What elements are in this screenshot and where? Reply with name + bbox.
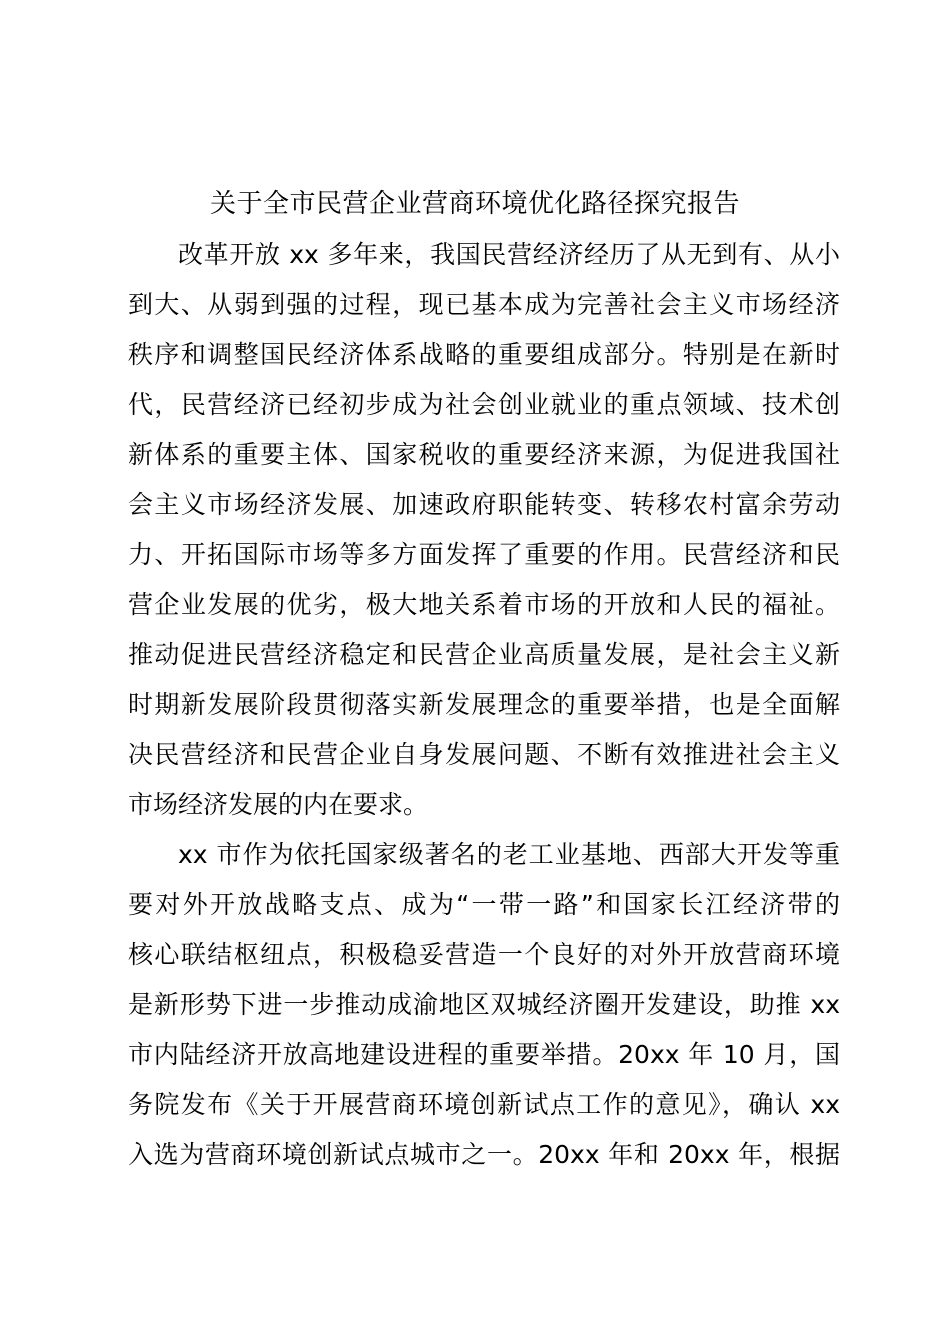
paragraph-1 xyxy=(128,230,840,830)
text-line: 决民营经济和民营企业自身发展问题、不断有效推进社会主义 xyxy=(128,740,840,769)
text-line: 核心联结枢纽点，积极稳妥营造一个良好的对外开放营商环境 xyxy=(128,940,840,969)
text-line: xx 市作为依托国家级著名的老工业基地、西部大开发等重 xyxy=(178,840,840,869)
text-line: 推动促进民营经济稳定和民营企业高质量发展，是社会主义新 xyxy=(128,640,840,669)
text-line: 市内陆经济开放高地建设进程的重要举措。20xx 年 10 月，国 xyxy=(128,1040,840,1069)
text-line: 要对外开放战略支点、成为“一带一路”和国家长江经济带的 xyxy=(128,890,840,919)
text-line: 力、开拓国际市场等多方面发挥了重要的作用。民营经济和民 xyxy=(128,540,840,569)
text-line: 会主义市场经济发展、加速政府职能转变、转移农村富余劳动 xyxy=(128,490,840,519)
text-line: 到大、从弱到强的过程，现已基本成为完善社会主义市场经济 xyxy=(128,290,840,319)
text-line: 是新形势下进一步推动成渝地区双城经济圈开发建设，助推 xx xyxy=(128,990,840,1019)
text-line: 新体系的重要主体、国家税收的重要经济来源，为促进我国社 xyxy=(128,440,840,469)
text-line: 市场经济发展的内在要求。 xyxy=(128,790,429,819)
text-line: 务院发布《关于开展营商环境创新试点工作的意见》，确认 xx xyxy=(128,1090,840,1119)
text-line: 代，民营经济已经初步成为社会创业就业的重点领域、技术创 xyxy=(128,390,840,419)
text-line: 秩序和调整国民经济体系战略的重要组成部分。特别是在新时 xyxy=(128,340,840,369)
document-body xyxy=(128,230,840,1180)
text-line: 营企业发展的优劣，极大地关系着市场的开放和人民的福祉。 xyxy=(128,590,840,619)
document-title: 关于全市民营企业营商环境优化路径探究报告 xyxy=(209,189,740,219)
text-line: 时期新发展阶段贯彻落实新发展理念的重要举措，也是全面解 xyxy=(128,690,840,719)
paragraph-2 xyxy=(128,830,840,1180)
text-line: 改革开放 xx 多年来，我国民营经济经历了从无到有、从小 xyxy=(178,240,840,269)
text-line: 入选为营商环境创新试点城市之一。20xx 年和 20xx 年，根据 xyxy=(128,1140,840,1169)
